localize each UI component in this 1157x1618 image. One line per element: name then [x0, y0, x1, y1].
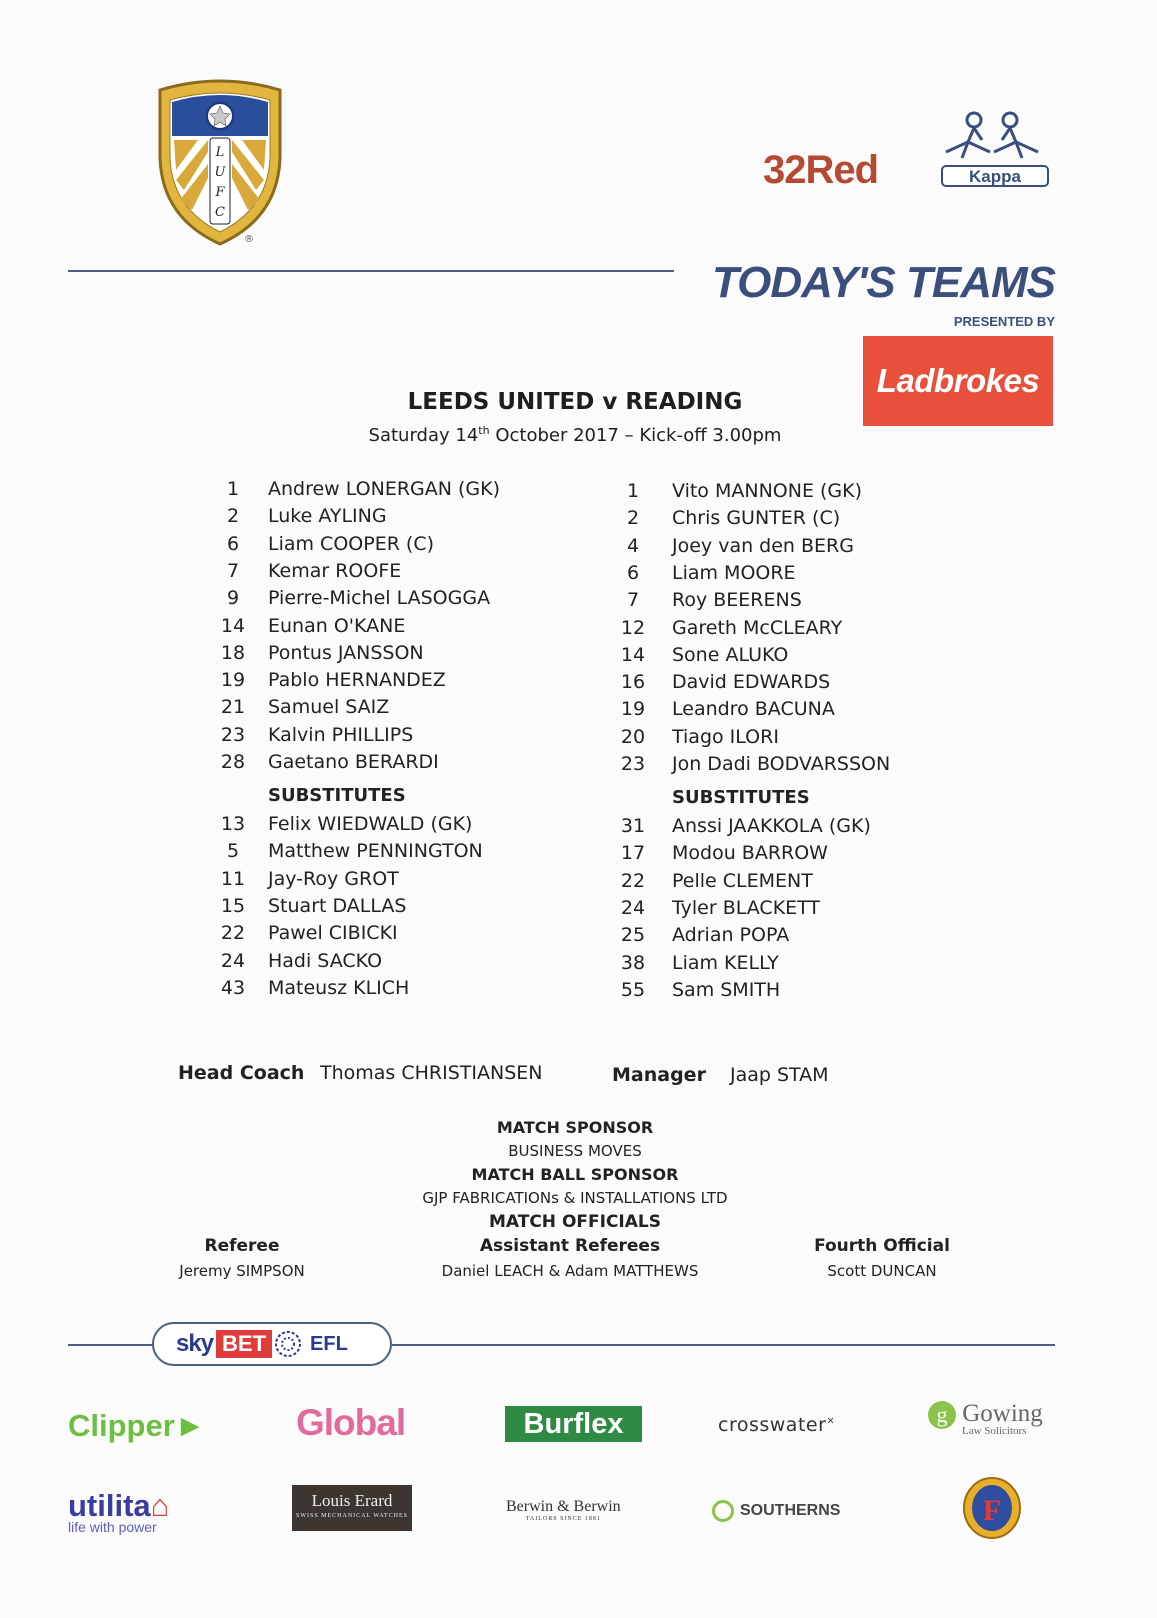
- player-name: Jay-Roy GROT: [268, 867, 399, 890]
- away-coach-name: Jaap STAM: [730, 1064, 829, 1086]
- player-name: Eunan O'KANE: [268, 614, 406, 637]
- player-name: Pierre-Michel LASOGGA: [268, 587, 491, 610]
- player-name: David EDWARDS: [672, 671, 831, 694]
- shirt-number: 55: [620, 978, 646, 1001]
- svg-text:F: F: [215, 185, 225, 200]
- player-name: Pelle CLEMENT: [672, 869, 813, 892]
- shirt-number: 17: [620, 842, 646, 865]
- shirt-number: 7: [226, 559, 240, 582]
- shirt-number: 22: [220, 922, 246, 945]
- home-coach-role: Head Coach: [178, 1062, 305, 1084]
- referee-block: [122, 1236, 362, 1280]
- ladbrokes-logo: [863, 336, 1053, 426]
- shirt-number: 1: [626, 480, 640, 502]
- crosswater-logo: crosswater×: [718, 1414, 836, 1436]
- player-name: Pawel CIBICKI: [268, 922, 398, 945]
- player-name: Kalvin PHILLIPS: [268, 723, 414, 746]
- player-name: Liam COOPER (C): [268, 532, 435, 555]
- player-name: Chris GUNTER (C): [672, 507, 841, 530]
- player-name: Sam SMITH: [672, 978, 781, 1001]
- sky-wordmark: sky: [176, 1330, 214, 1357]
- shirt-number: 22: [620, 869, 646, 892]
- player-name: Vito MANNONE (GK): [672, 480, 863, 502]
- efl-wordmark: EFL: [310, 1332, 348, 1355]
- shirt-number: 31: [620, 815, 646, 837]
- player-name: Luke AYLING: [268, 505, 387, 528]
- player-name: Gareth McCLEARY: [672, 616, 843, 639]
- player-name: Sone ALUKO: [672, 643, 789, 666]
- southerns-logo: SOUTHERNS: [712, 1500, 840, 1522]
- ball-sponsor: GJP FABRICATIONs & INSTALLATIONS LTD: [422, 1189, 728, 1207]
- shirt-number: 1: [226, 478, 240, 500]
- shirt-number: 9: [226, 587, 240, 610]
- shirt-number: 14: [220, 614, 246, 637]
- player-name: Roy BEERENS: [672, 589, 802, 612]
- utilita-tagline: life with power: [68, 1519, 157, 1535]
- shirt-number: 6: [626, 561, 640, 584]
- assistants-names: Daniel LEACH & Adam MATTHEWS: [441, 1262, 699, 1280]
- shirt-number: 13: [220, 813, 246, 835]
- shirt-number: 19: [620, 698, 646, 721]
- ball-sponsor-label: MATCH BALL SPONSOR: [471, 1165, 679, 1184]
- shirt-number: 15: [220, 894, 246, 917]
- player-name: Pablo HERNANDEZ: [268, 669, 446, 692]
- shirt-number: 24: [220, 949, 246, 972]
- gowing-logo: g Gowing Law Solicitors: [928, 1400, 1043, 1437]
- shirt-number: 23: [620, 753, 646, 775]
- player-name: Samuel SAIZ: [268, 696, 390, 719]
- match-sponsor-label: MATCH SPONSOR: [496, 1118, 654, 1137]
- registered-mark: ®: [244, 234, 254, 245]
- player-name: Kemar ROOFE: [268, 559, 402, 582]
- fosters-letter: F: [982, 1494, 1002, 1527]
- southerns-icon: [712, 1500, 734, 1522]
- burflex-logo: Burflex: [505, 1406, 642, 1442]
- player-name: Leandro BACUNA: [672, 698, 835, 721]
- shirt-number: 2: [226, 505, 240, 528]
- away-coach-role: Manager: [612, 1064, 706, 1086]
- gowing-icon: g: [928, 1401, 956, 1429]
- shirt-sponsor-logo: 32Red: [763, 148, 879, 192]
- berwin-logo: Berwin & Berwin TAILORS SINCE 1881: [506, 1498, 621, 1522]
- match-sponsor: BUSINESS MOVES: [508, 1142, 642, 1160]
- utilita-logo: utilita⌂ life with power: [68, 1488, 170, 1535]
- player-name: Tyler BLACKETT: [672, 896, 821, 919]
- shirt-number: 43: [220, 976, 246, 999]
- shirt-number: 23: [220, 723, 246, 746]
- player-name: Gaetano BERARDI: [268, 751, 439, 773]
- global-logo: Global: [296, 1402, 406, 1443]
- shirt-number: 6: [226, 532, 240, 555]
- match-officials-label: MATCH OFFICIALS: [488, 1212, 661, 1232]
- shirt-number: 5: [226, 840, 240, 863]
- presented-by-label: PRESENTED BY: [953, 314, 1055, 329]
- page-title: TODAY'S TEAMS: [712, 258, 1055, 307]
- match-title: LEEDS UNITED v READING: [407, 389, 743, 415]
- skybet-efl-badge: [152, 1322, 392, 1366]
- shirt-number: 14: [620, 643, 646, 666]
- lufc-crest-icon: [150, 78, 290, 246]
- shirt-number: 25: [620, 924, 646, 947]
- fourth-official-name: Scott DUNCAN: [827, 1262, 937, 1280]
- player-name: Matthew PENNINGTON: [268, 840, 483, 863]
- player-name: Stuart DALLAS: [268, 894, 407, 917]
- player-name: Tiago ILORI: [672, 725, 779, 748]
- referee-name: Jeremy SIMPSON: [179, 1262, 305, 1280]
- assistants-block: [430, 1236, 710, 1280]
- assistants-role: Assistant Referees: [479, 1236, 661, 1256]
- player-name: Mateusz KLICH: [268, 976, 410, 999]
- away-squad: [610, 480, 1010, 1040]
- shirt-number: 7: [626, 589, 640, 612]
- shirt-number: 20: [620, 725, 646, 748]
- shirt-number: 18: [220, 641, 246, 664]
- player-name: Modou BARROW: [672, 842, 828, 865]
- player-name: Liam KELLY: [672, 951, 779, 974]
- shirt-number: 16: [620, 671, 646, 694]
- fosters-logo-icon: [962, 1476, 1022, 1540]
- gowing-sub: Law Solicitors: [962, 1425, 1027, 1438]
- substitutes-heading: SUBSTITUTES: [672, 787, 810, 808]
- player-name: Felix WIEDWALD (GK): [268, 813, 473, 835]
- svg-text:L: L: [215, 145, 225, 160]
- home-squad: [210, 478, 590, 1038]
- louis-erard-sub: SWISS MECHANICAL WATCHES: [295, 1513, 408, 1519]
- shirt-number: 38: [620, 951, 646, 974]
- player-name: Adrian POPA: [672, 924, 790, 947]
- efl-ball-icon: [275, 1331, 301, 1357]
- kappa-wordmark: Kappa: [969, 167, 1021, 186]
- player-name: Liam MOORE: [672, 561, 796, 584]
- home-coach-name: Thomas CHRISTIANSEN: [320, 1062, 543, 1084]
- substitutes-heading: SUBSTITUTES: [268, 785, 406, 806]
- shirt-number: 4: [626, 534, 640, 557]
- fourth-official-block: [762, 1236, 1002, 1280]
- shirt-number: 21: [220, 696, 246, 719]
- berwin-sub: TAILORS SINCE 1881: [525, 1516, 601, 1522]
- fourth-official-role: Fourth Official: [814, 1236, 950, 1256]
- player-name: Hadi SACKO: [268, 949, 383, 972]
- player-name: Anssi JAAKKOLA (GK): [672, 815, 871, 837]
- divider-top: [68, 270, 674, 272]
- svg-text:C: C: [215, 205, 225, 220]
- shirt-number: 28: [220, 751, 246, 773]
- player-name: Pontus JANSSON: [268, 641, 424, 664]
- player-name: Joey van den BERG: [672, 534, 854, 557]
- match-date: Saturday 14th October 2017 – Kick-off 3.00pm: [368, 424, 782, 446]
- bet-wordmark: BET: [216, 1330, 272, 1358]
- shirt-number: 2: [626, 507, 640, 530]
- divider-bottom-right: [392, 1344, 1055, 1346]
- referee-role: Referee: [204, 1236, 280, 1256]
- shirt-number: 19: [220, 669, 246, 692]
- louis-erard-logo: Louis Erard SWISS MECHANICAL WATCHES: [292, 1485, 412, 1531]
- svg-text:U: U: [214, 165, 226, 180]
- shirt-number: 11: [220, 867, 246, 890]
- ladbrokes-wordmark: Ladbrokes: [876, 362, 1040, 399]
- clipper-logo: Clipper►: [68, 1408, 206, 1443]
- kappa-logo-icon: [938, 108, 1052, 192]
- player-name: Andrew LONERGAN (GK): [268, 478, 501, 500]
- divider-bottom-left: [68, 1344, 158, 1346]
- player-name: Jon Dadi BODVARSSON: [672, 753, 891, 775]
- shirt-number: 24: [620, 896, 646, 919]
- shirt-number: 12: [620, 616, 646, 639]
